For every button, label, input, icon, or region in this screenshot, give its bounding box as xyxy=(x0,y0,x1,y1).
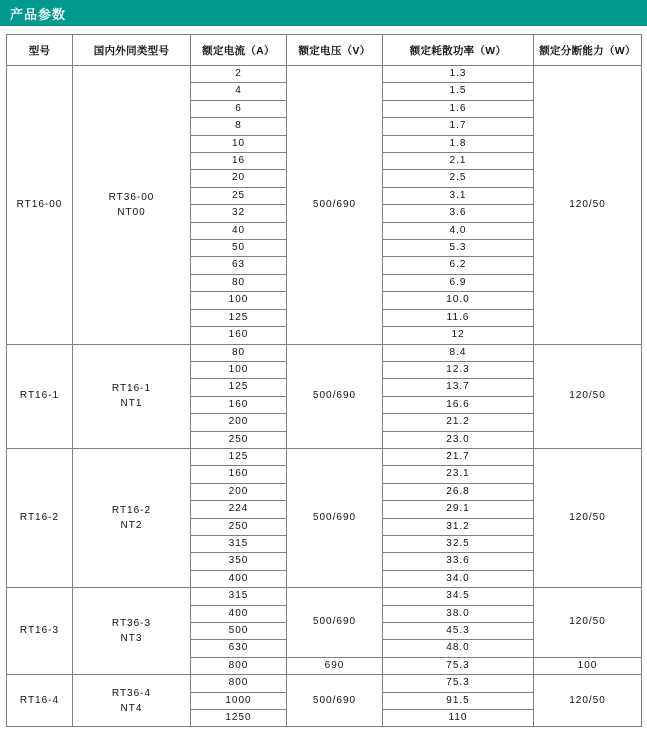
header-equivalent-model: 国内外同类型号 xyxy=(73,35,191,66)
cell-current: 160 xyxy=(191,327,287,344)
cell-power: 33.6 xyxy=(383,553,534,570)
equivalent-model-line-2: NT3 xyxy=(120,633,143,645)
cell-voltage: 500/690 xyxy=(287,344,383,448)
cell-current: 80 xyxy=(191,344,287,361)
cell-current: 400 xyxy=(191,605,287,622)
cell-power: 6.2 xyxy=(383,257,534,274)
cell-power: 31.2 xyxy=(383,518,534,535)
cell-breaking: 120/50 xyxy=(534,675,642,727)
cell-power: 4.0 xyxy=(383,222,534,239)
cell-power: 1.5 xyxy=(383,83,534,100)
cell-voltage: 500/690 xyxy=(287,448,383,587)
cell-power: 34.5 xyxy=(383,588,534,605)
cell-power: 8.4 xyxy=(383,344,534,361)
table-row xyxy=(7,675,642,692)
cell-power: 10.0 xyxy=(383,292,534,309)
cell-power: 75.3 xyxy=(383,657,534,674)
cell-current: 2 xyxy=(191,66,287,83)
cell-current: 6 xyxy=(191,100,287,117)
cell-power: 45.3 xyxy=(383,623,534,640)
cell-current: 4 xyxy=(191,83,287,100)
spec-table-container xyxy=(0,26,647,727)
table-row xyxy=(7,588,642,605)
cell-current: 224 xyxy=(191,501,287,518)
equivalent-model-line-2: NT4 xyxy=(120,702,143,714)
cell-power: 48.0 xyxy=(383,640,534,657)
equivalent-model-line-1: RT16-2 xyxy=(111,505,152,517)
cell-power: 23.1 xyxy=(383,466,534,483)
cell-model: RT16-00 xyxy=(7,66,73,345)
table-row xyxy=(7,344,642,361)
cell-current: 50 xyxy=(191,240,287,257)
cell-current: 8 xyxy=(191,118,287,135)
cell-power: 75.3 xyxy=(383,675,534,692)
cell-power: 1.7 xyxy=(383,118,534,135)
cell-current: 160 xyxy=(191,466,287,483)
cell-current: 250 xyxy=(191,431,287,448)
cell-power: 16.6 xyxy=(383,396,534,413)
cell-current: 160 xyxy=(191,396,287,413)
header-rated-power-dissipation: 额定耗散功率（W） xyxy=(383,35,534,66)
cell-current: 125 xyxy=(191,309,287,326)
equivalent-model-line-1: RT16-1 xyxy=(111,383,152,395)
cell-power: 29.1 xyxy=(383,501,534,518)
cell-breaking: 120/50 xyxy=(534,344,642,448)
cell-current: 1000 xyxy=(191,692,287,709)
cell-breaking: 100 xyxy=(534,657,642,674)
cell-power: 91.5 xyxy=(383,692,534,709)
cell-equivalent-model xyxy=(73,588,191,675)
cell-power: 38.0 xyxy=(383,605,534,622)
cell-power: 2.5 xyxy=(383,170,534,187)
cell-current: 200 xyxy=(191,414,287,431)
equivalent-model-line-1: RT36-4 xyxy=(111,687,152,699)
cell-model: RT16-2 xyxy=(7,448,73,587)
cell-current: 500 xyxy=(191,623,287,640)
header-rated-voltage: 额定电压（V） xyxy=(287,35,383,66)
equivalent-model-line-1: RT36-3 xyxy=(111,618,152,630)
cell-current: 25 xyxy=(191,187,287,204)
cell-model: RT16-4 xyxy=(7,675,73,727)
page-title: 产品参数 xyxy=(10,6,67,22)
cell-voltage: 690 xyxy=(287,657,383,674)
cell-equivalent-model xyxy=(73,675,191,727)
cell-power: 1.8 xyxy=(383,135,534,152)
cell-power: 21.7 xyxy=(383,448,534,465)
cell-current: 315 xyxy=(191,588,287,605)
cell-current: 125 xyxy=(191,379,287,396)
cell-power: 110 xyxy=(383,710,534,727)
cell-power: 1.6 xyxy=(383,100,534,117)
table-header xyxy=(7,35,642,66)
cell-current: 200 xyxy=(191,483,287,500)
equivalent-model-line-1: RT36-00 xyxy=(108,191,155,203)
cell-power: 21.2 xyxy=(383,414,534,431)
cell-power: 3.1 xyxy=(383,187,534,204)
cell-current: 630 xyxy=(191,640,287,657)
cell-power: 34.0 xyxy=(383,570,534,587)
cell-current: 100 xyxy=(191,292,287,309)
equivalent-model-line-2: NT00 xyxy=(117,206,146,218)
cell-current: 32 xyxy=(191,205,287,222)
table-row xyxy=(7,66,642,83)
cell-power: 12.3 xyxy=(383,361,534,378)
cell-voltage: 500/690 xyxy=(287,588,383,658)
cell-current: 250 xyxy=(191,518,287,535)
product-spec-table xyxy=(6,34,642,727)
cell-power: 3.6 xyxy=(383,205,534,222)
cell-current: 125 xyxy=(191,448,287,465)
cell-current: 350 xyxy=(191,553,287,570)
cell-power: 11.6 xyxy=(383,309,534,326)
cell-current: 1250 xyxy=(191,710,287,727)
cell-current: 315 xyxy=(191,535,287,552)
cell-power: 1.3 xyxy=(383,66,534,83)
cell-current: 100 xyxy=(191,361,287,378)
header-model: 型号 xyxy=(7,35,73,66)
cell-current: 63 xyxy=(191,257,287,274)
cell-current: 20 xyxy=(191,170,287,187)
table-header-row xyxy=(7,35,642,66)
cell-power: 32.5 xyxy=(383,535,534,552)
cell-power: 12 xyxy=(383,327,534,344)
cell-power: 6.9 xyxy=(383,274,534,291)
cell-current: 10 xyxy=(191,135,287,152)
section-banner xyxy=(0,0,647,26)
header-rated-current: 额定电流（A） xyxy=(191,35,287,66)
cell-model: RT16-1 xyxy=(7,344,73,448)
cell-current: 800 xyxy=(191,657,287,674)
cell-model: RT16-3 xyxy=(7,588,73,675)
cell-power: 5.3 xyxy=(383,240,534,257)
cell-power: 13.7 xyxy=(383,379,534,396)
cell-power: 2.1 xyxy=(383,153,534,170)
cell-voltage: 500/690 xyxy=(287,675,383,727)
cell-breaking: 120/50 xyxy=(534,66,642,345)
equivalent-model-line-2: NT2 xyxy=(120,520,143,532)
table-row xyxy=(7,448,642,465)
cell-current: 80 xyxy=(191,274,287,291)
table-body xyxy=(7,66,642,727)
cell-current: 16 xyxy=(191,153,287,170)
cell-voltage: 500/690 xyxy=(287,66,383,345)
cell-equivalent-model xyxy=(73,66,191,345)
equivalent-model-line-2: NT1 xyxy=(120,398,143,410)
cell-breaking: 120/50 xyxy=(534,448,642,587)
cell-current: 40 xyxy=(191,222,287,239)
cell-current: 800 xyxy=(191,675,287,692)
cell-power: 26.8 xyxy=(383,483,534,500)
cell-equivalent-model xyxy=(73,448,191,587)
cell-power: 23.0 xyxy=(383,431,534,448)
cell-breaking: 120/50 xyxy=(534,588,642,658)
cell-current: 400 xyxy=(191,570,287,587)
cell-equivalent-model xyxy=(73,344,191,448)
header-rated-breaking-capacity: 额定分断能力（W） xyxy=(534,35,642,66)
